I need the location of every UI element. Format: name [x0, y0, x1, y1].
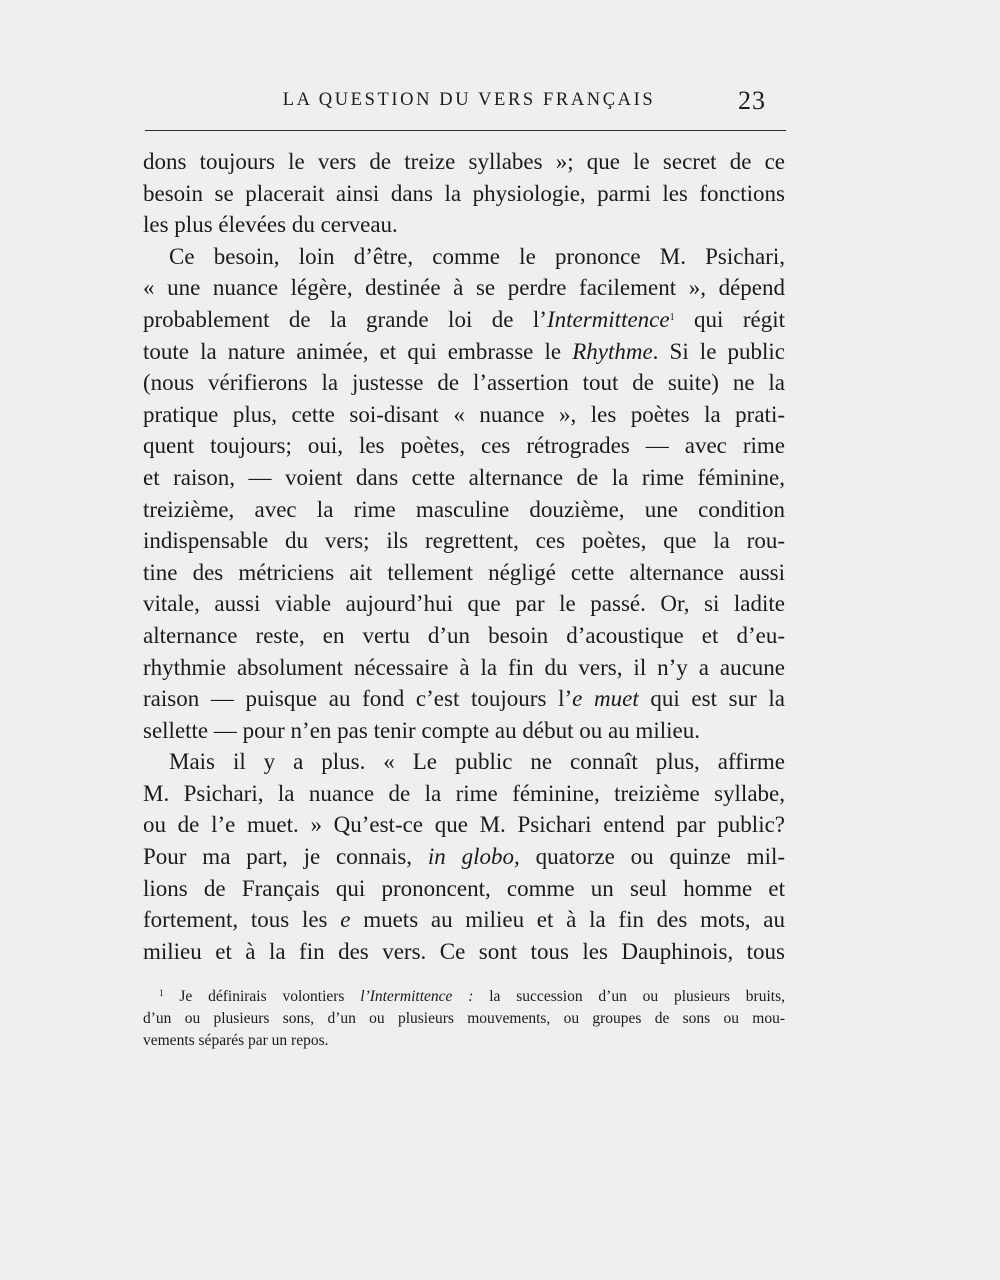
body-line: Pour ma part, je connais, in globo, quatorze ou quinze mil- — [143, 844, 786, 870]
body-line: (nous vérifierons la justesse de l’assertion tout de suite) ne la — [143, 370, 785, 396]
body-line: M. Psichari, la nuance de la rime féminine, treizième syllabe, — [143, 780, 785, 806]
body-line: lions de Français qui prononcent, comme un seul homme et — [143, 875, 785, 901]
body-line: raison — puisque au fond c’est toujours l’e muet qui est sur la — [143, 686, 786, 712]
body-line: quent toujours; oui, les poètes, ces rétrogrades — avec rime — [143, 433, 785, 459]
body-line: ou de l’e muet. » Qu’est-ce que M. Psichari entend par public? — [143, 812, 785, 838]
body-text — [143, 146, 785, 967]
body-line: les plus élevées du cerveau. — [143, 212, 398, 238]
footnote-line: d’un ou plusieurs sons, d’un ou plusieurs mouvements, ou groupes de sons ou mou- — [143, 1010, 785, 1027]
page-number: 23 — [738, 86, 766, 115]
footnote-marker: 1 — [159, 988, 164, 998]
footnote — [143, 986, 785, 1052]
body-line: milieu et à la fin des vers. Ce sont tous les Dauphinois, tous — [143, 938, 785, 964]
italic-term: Rhythme — [572, 338, 653, 364]
body-line: besoin se placerait ainsi dans la physiologie, parmi les fonctions — [143, 180, 785, 206]
header-rule — [145, 130, 786, 131]
body-line: alternance reste, en vertu d’un besoin d’acoustique et d’eu- — [143, 622, 785, 648]
body-line: dons toujours le vers de treize syllabes »; que le secret de ce — [143, 149, 785, 174]
body-line: treizième, avec la rime masculine douzième, une condition — [143, 496, 785, 522]
body-line: sellette — pour n’en pas tenir compte au début ou au milieu. — [143, 717, 700, 743]
body-line: Ce besoin, loin d’être, comme le prononce M. Psichari, — [169, 243, 785, 269]
body-line: tine des métriciens ait tellement négligé cette alternance aussi — [143, 559, 785, 585]
body-line: indispensable du vers; ils regrettent, ces poètes, que la rou- — [143, 528, 785, 554]
footnote-ref: 1 — [669, 311, 675, 323]
body-line: pratique plus, cette soi-disant « nuance », les poètes la prati- — [143, 401, 785, 427]
italic-term: in globo, — [427, 844, 520, 870]
italic-term: l’Intermittence : — [360, 988, 474, 1005]
body-line: probablement de la grande loi de l’Intermittence$^1$ qui régit — [143, 306, 785, 332]
footnote-line: $^1$ Je définirais volontiers l’Intermittence : la succession d’un ou plusieurs bruits, — [159, 988, 785, 1005]
body-line: et raison, — voient dans cette alternance de la rime féminine, — [143, 464, 785, 490]
italic-term: Intermittence — [546, 306, 670, 332]
body-line: toute la nature animée, et qui embrasse le Rhythme. Si le public — [143, 338, 785, 364]
body-line: rhythmie absolument nécessaire à la fin du vers, il n’y a aucune — [143, 654, 785, 680]
body-line: Mais il y a plus. « Le public ne connaît plus, affirme — [169, 749, 785, 775]
footnote-line: vements séparés par un repos. — [143, 1032, 329, 1049]
italic-term: e — [340, 907, 351, 933]
body-line: fortement, tous les e muets au milieu et à la fin des mots, au — [143, 907, 785, 933]
running-title: LA QUESTION DU VERS FRANÇAIS — [282, 90, 656, 110]
body-line: « une nuance légère, destinée à se perdre facilement », dépend — [143, 275, 785, 301]
body-line: vitale, aussi viable aujourd’hui que par le passé. Or, si ladite — [143, 591, 785, 617]
italic-term: e muet — [572, 686, 639, 712]
